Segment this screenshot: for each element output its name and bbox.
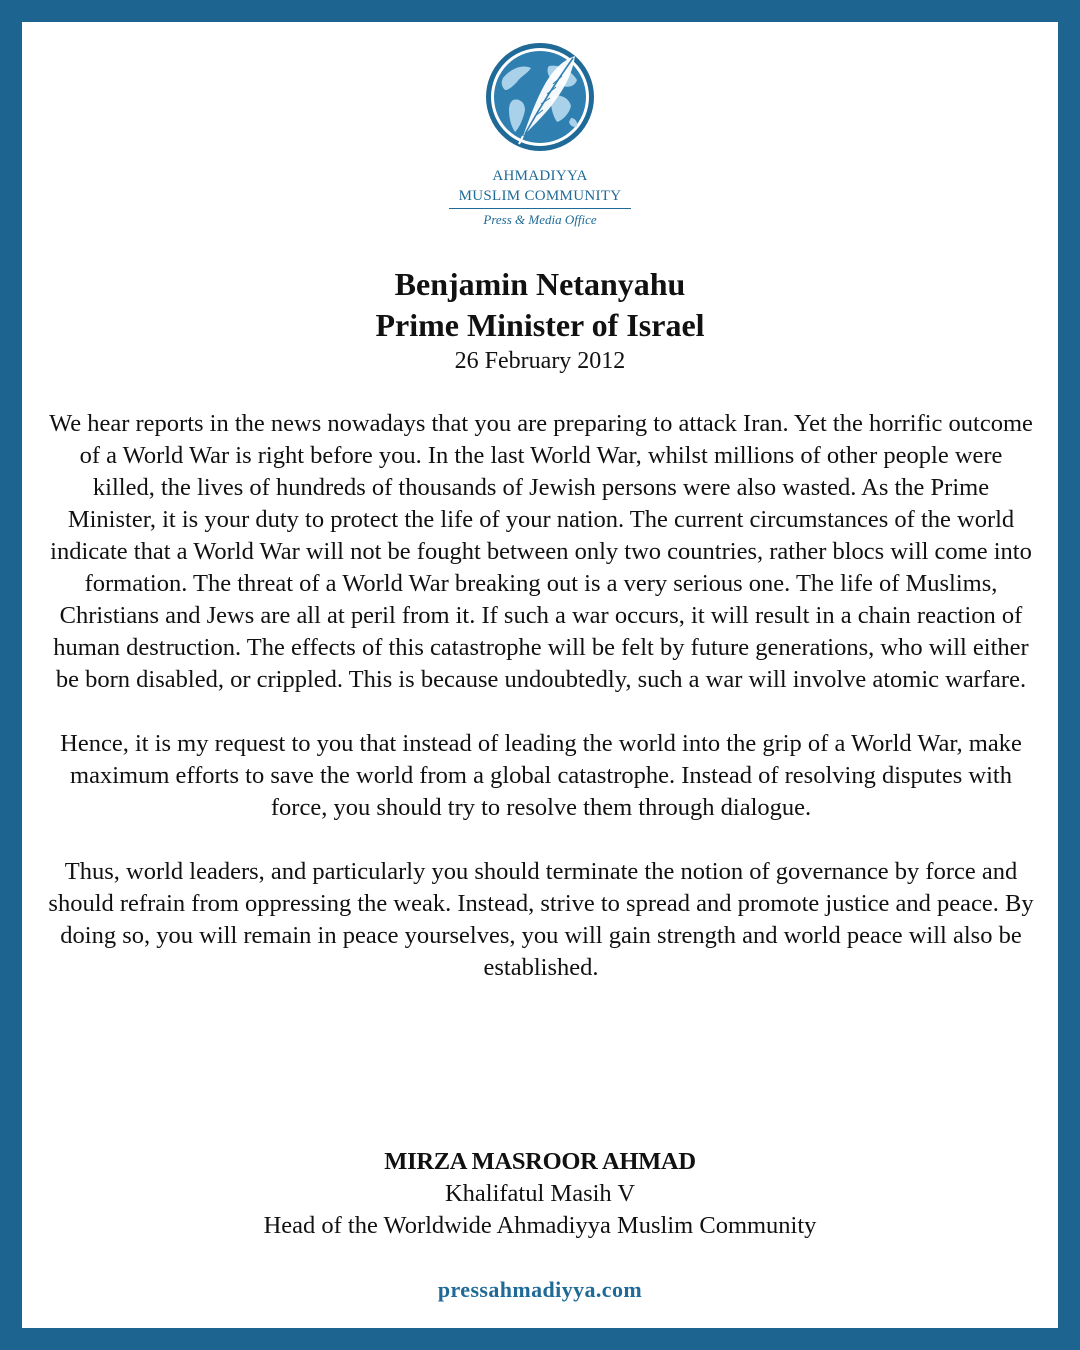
letter-heading — [22, 264, 1058, 376]
logo-org-line1: AHMADIYYA — [492, 168, 588, 184]
signatory-title: Khalifatul Masih V — [444, 1180, 636, 1207]
signatory-role: Head of the Worldwide Ahmadiyya Muslim Community — [263, 1212, 817, 1239]
logo-divider — [449, 208, 631, 209]
letter-card — [22, 22, 1058, 1328]
body-paragraph-2: Hence, it is my request to you that instead of leading the world into the grip of a World War, make maximum efforts to save the world from a global catastrophe. Instead of resolving disputes with force, you should try to resolve them through dialogue. — [60, 730, 1022, 821]
body-paragraph-3: Thus, world leaders, and particularly you should terminate the notion of governance by force and should refrain from oppressing the weak. Instead, strive to spread and promote justice and peace. By doing so, you will remain in peace yourselves, you will gain strength and world peace will also be established. — [48, 858, 1034, 981]
logo-org-line2: MUSLIM COMMUNITY — [458, 188, 622, 204]
recipient-name: Benjamin Netanyahu — [394, 266, 686, 302]
letter-date: 26 February 2012 — [454, 348, 626, 374]
website-link[interactable]: pressahmadiyya.com — [437, 1277, 643, 1302]
body-paragraph-1: We hear reports in the news nowadays that you are preparing to attack Iran. Yet the horrific outcome of a World War is right before you. In the last World War, whilst millions of other people were killed, the lives of hundreds of thousands of Jewish persons were also wasted. As the Prime Minister, it is your duty to protect the life of your nation. The current circumstances of the world indicate that a World War will not be fought between only two countries, rather blocs will come into formation. The threat of a World War breaking out is a very serious one. The life of Muslims, Christians and Jews are all at peril from it. If such a war occurs, it will result in a chain reaction of human destruction. The effects of this catastrophe will be felt by future generations, who will either be born disabled, or crippled. This is because undoubtedly, such a war will involve atomic warfare. — [49, 410, 1033, 693]
signatory-name: MIRZA MASROOR AHMAD — [384, 1148, 696, 1175]
globe-quill-icon — [483, 40, 597, 154]
press-office-logo — [22, 40, 1058, 228]
logo-subtitle: Press & Media Office — [483, 212, 597, 227]
letter-body — [48, 408, 1034, 1016]
signature-block — [22, 1146, 1058, 1242]
recipient-title: Prime Minister of Israel — [375, 307, 705, 343]
